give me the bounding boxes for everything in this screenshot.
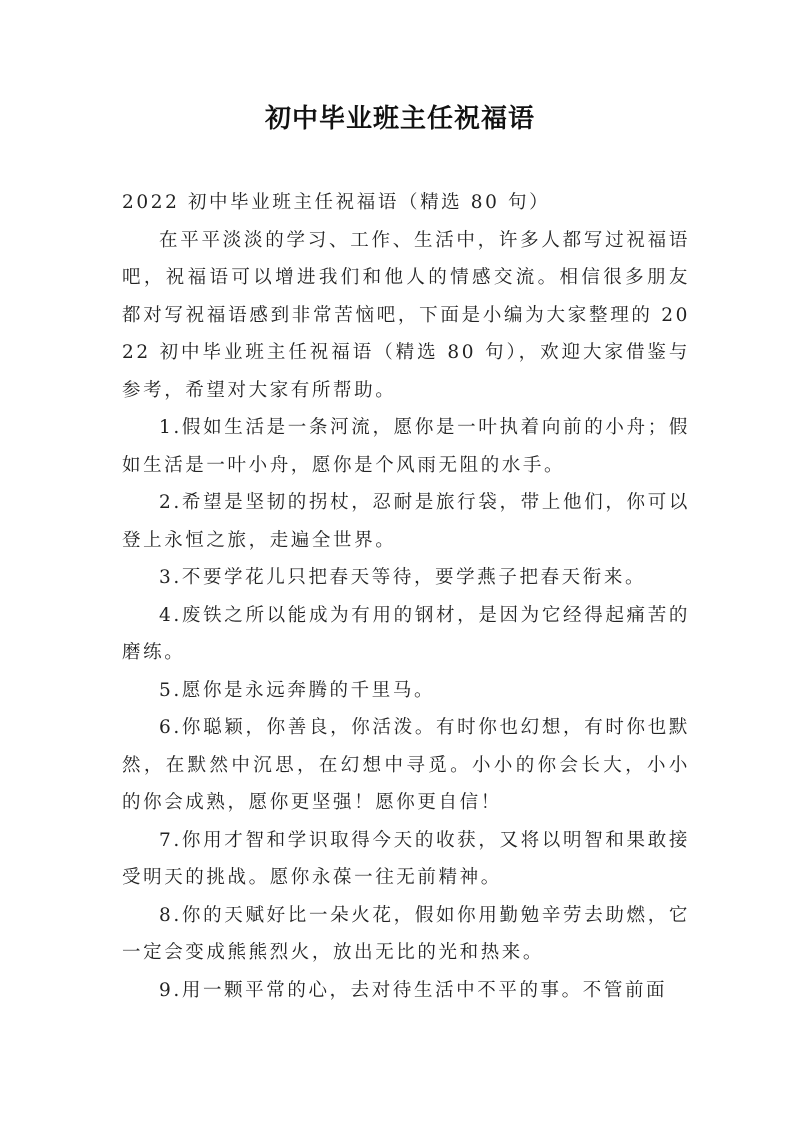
list-item: 5.愿你是永远奔腾的千里马。 [159, 679, 436, 701]
document-subtitle: 2022 初中毕业班主任祝福语（精选 80 句） [122, 192, 551, 213]
list-item: 7.你用才智和学识取得今天的收获，又将以明智和果敢接受明天的挑战。愿你永葆一往无前精神。 [122, 829, 690, 888]
list-item: 1.假如生活是一条河流，愿你是一叶执着向前的小舟；假如生活是一叶小舟，愿你是个风雨无阻的水手。 [122, 417, 690, 476]
page-title: 初中毕业班主任祝福语 [264, 104, 535, 134]
list-item: 8.你的天赋好比一朵火花，假如你用勤勉辛劳去助燃，它一定会变成熊熊烈火，放出无比的光和热来。 [122, 904, 690, 963]
list-item: 6.你聪颖，你善良，你活泼。有时你也幻想，有时你也默然，在默然中沉思，在幻想中寻觅。小小的你会长大，小小的你会成熟，愿你更坚强！愿你更自信！ [122, 717, 690, 813]
document-body [122, 184, 690, 1009]
list-item: 2.希望是坚韧的拐杖，忍耐是旅行袋，带上他们，你可以登上永恒之旅，走遍全世界。 [122, 492, 690, 551]
intro-paragraph: 在平平淡淡的学习、工作、生活中，许多人都写过祝福语吧，祝福语可以增进我们和他人的情感交流。相信很多朋友都对写祝福语感到非常苦恼吧，下面是小编为大家整理的 2022 初中毕业班主任祝福语（精选 80 句），欢迎大家借鉴与参考，希望对大家有所帮助。 [122, 229, 690, 401]
list-item: 4.废铁之所以能成为有用的钢材，是因为它经得起痛苦的磨练。 [122, 604, 690, 663]
list-item: 3.不要学花儿只把春天等待，要学燕子把春天衔来。 [159, 567, 647, 588]
list-item: 9.用一颗平常的心，去对待生活中不平的事。不管前面 [159, 979, 668, 1001]
